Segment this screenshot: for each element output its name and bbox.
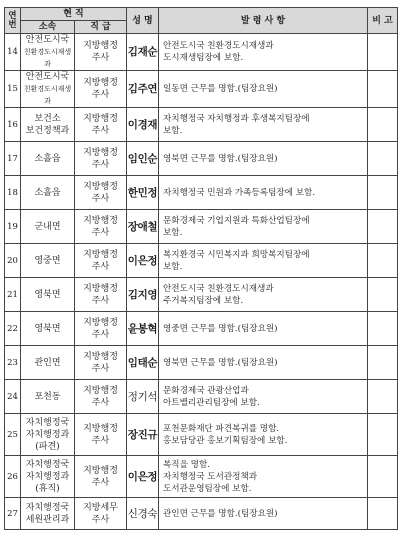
appointment-note-line: 자치행정국 자치행정과 후생복지팀장에	[163, 113, 310, 124]
department-line: 자치행정과	[25, 429, 70, 440]
table-row	[5, 346, 398, 380]
rank-line: 주사	[91, 295, 110, 306]
appointment-note-line: 주거복지팀장에 보함.	[163, 295, 244, 306]
department-line: 자치행정국	[25, 459, 70, 470]
department-line: 영중면	[34, 255, 61, 266]
table-row	[5, 380, 398, 414]
row-remarks	[368, 142, 398, 176]
table-row	[5, 244, 398, 278]
row-department	[21, 210, 75, 244]
row-department	[21, 108, 75, 142]
appointment-note-line: 안전도시국 친환경도시재생과	[163, 41, 274, 51]
row-appointment-notes	[159, 278, 368, 312]
rank-line: 지방행정	[83, 181, 118, 192]
department-line: 보건정책과	[25, 125, 70, 136]
row-department	[21, 380, 75, 414]
rank-line: 지방행정	[83, 423, 118, 434]
rank-line: 주사	[91, 53, 110, 63]
table-row	[5, 414, 398, 456]
department-line: 소흘읍	[34, 187, 61, 198]
row-remarks	[368, 210, 398, 244]
appointment-note-line: 보함.	[163, 261, 183, 272]
row-number: 19	[5, 210, 21, 244]
row-remarks	[368, 71, 398, 108]
row-rank	[75, 244, 127, 278]
row-number: 23	[5, 346, 21, 380]
row-name: 임태순	[127, 346, 159, 380]
col-dept-header: 소속	[21, 21, 75, 34]
table-row	[5, 312, 398, 346]
department-line: (휴직)	[35, 483, 60, 494]
row-rank	[75, 176, 127, 210]
department-line: 자치행정과	[25, 471, 70, 482]
department-line: 친환경도시재생과	[23, 48, 72, 68]
row-name: 윤봉혁	[127, 312, 159, 346]
col-name-header: 성 명	[127, 8, 159, 34]
row-rank	[75, 380, 127, 414]
rank-line: 지방행정	[83, 465, 118, 476]
col-no-header	[5, 8, 21, 34]
appointment-note-line: 도서관운영팀장에 보함.	[163, 483, 252, 494]
row-number: 18	[5, 176, 21, 210]
appointment-note-line: 자치행정국 도서관정책과	[163, 471, 258, 482]
row-number: 20	[5, 244, 21, 278]
appointment-note-line: 영중면 근무를 명함.(팀장요원)	[163, 323, 278, 334]
row-appointment-notes	[159, 312, 368, 346]
row-appointment-notes	[159, 176, 368, 210]
row-appointment-notes	[159, 414, 368, 456]
row-department	[21, 244, 75, 278]
department-line: 영북면	[34, 289, 61, 300]
row-department	[21, 71, 75, 108]
row-number: 16	[5, 108, 21, 142]
row-remarks	[368, 456, 398, 498]
rank-line: 주사	[91, 193, 110, 204]
appointment-note-line: 홍보담당관 홍보기획팀장에 보함.	[163, 435, 288, 446]
row-remarks	[368, 108, 398, 142]
rank-line: 주사	[91, 227, 110, 238]
department-line: 친환경도시재생과	[23, 85, 72, 105]
row-number: 15	[5, 71, 21, 108]
table-row	[5, 176, 398, 210]
table-row	[5, 210, 398, 244]
row-rank	[75, 34, 127, 71]
appointment-note-line: 문화경제국 관광산업과	[163, 385, 249, 396]
rank-line: 지방행정	[83, 317, 118, 328]
rank-line: 주사	[91, 329, 110, 340]
row-rank	[75, 108, 127, 142]
appointment-note-line: 안전도시국 친환경도시재생과	[163, 283, 274, 294]
rank-line: 지방행정	[83, 147, 118, 158]
row-appointment-notes	[159, 456, 368, 498]
department-line: 영북면	[34, 323, 61, 334]
rank-line: 지방행정	[83, 215, 118, 226]
row-name: 이은정	[127, 456, 159, 498]
row-remarks	[368, 414, 398, 456]
row-rank	[75, 346, 127, 380]
row-remarks	[368, 346, 398, 380]
table-row	[5, 34, 398, 71]
row-department	[21, 346, 75, 380]
rank-line: 주사	[91, 477, 110, 488]
row-remarks	[368, 244, 398, 278]
row-rank	[75, 312, 127, 346]
row-name: 김주연	[127, 71, 159, 108]
row-appointment-notes	[159, 498, 368, 530]
table-row	[5, 498, 398, 530]
rank-line: 주사	[91, 514, 110, 525]
row-number: 26	[5, 456, 21, 498]
appointment-note-line: 복지환경국 시민복지과 희망복지팀장에	[163, 249, 310, 260]
department-line: 소흘읍	[34, 153, 61, 164]
row-name: 이경재	[127, 108, 159, 142]
row-department	[21, 456, 75, 498]
rank-line: 주사	[91, 90, 110, 100]
row-number: 14	[5, 34, 21, 71]
rank-line: 지방행정	[83, 41, 118, 51]
appointment-note-line: 일동면 근무를 명함.(팀장요원)	[163, 84, 278, 94]
rank-line: 주사	[91, 261, 110, 272]
row-department	[21, 176, 75, 210]
row-number: 22	[5, 312, 21, 346]
table-row	[5, 456, 398, 498]
row-name: 이은정	[127, 244, 159, 278]
rank-line: 주사	[91, 435, 110, 446]
appointment-note-line: 자치행정국 민원과 가족등록팀장에 보함.	[163, 187, 316, 198]
row-remarks	[368, 34, 398, 71]
row-appointment-notes	[159, 244, 368, 278]
department-line: 포천동	[34, 391, 61, 402]
appointment-note-line: 포천문화재단 파견복귀를 명함.	[163, 423, 280, 434]
department-line: 자치행정국	[25, 417, 70, 428]
department-line: (파견)	[35, 441, 60, 452]
row-department	[21, 142, 75, 176]
row-appointment-notes	[159, 346, 368, 380]
table-row	[5, 108, 398, 142]
row-department	[21, 414, 75, 456]
row-remarks	[368, 498, 398, 530]
row-name: 장애철	[127, 210, 159, 244]
department-line: 보건소	[34, 113, 61, 124]
rank-line: 주사	[91, 159, 110, 170]
row-remarks	[368, 312, 398, 346]
row-department	[21, 498, 75, 530]
rank-line: 지방행정	[83, 113, 118, 124]
row-rank	[75, 498, 127, 530]
department-line: 세원관리과	[25, 514, 70, 525]
appointment-table-sheet	[4, 7, 398, 530]
row-name: 김지영	[127, 278, 159, 312]
row-remarks	[368, 176, 398, 210]
department-line: 자치행정국	[25, 502, 70, 513]
row-number: 17	[5, 142, 21, 176]
row-name: 정기석	[127, 380, 159, 414]
rank-line: 주사	[91, 397, 110, 408]
row-remarks	[368, 278, 398, 312]
row-name: 장진규	[127, 414, 159, 456]
appointment-note-line: 도시재생팀장에 보함.	[163, 53, 244, 63]
row-name: 김재순	[127, 34, 159, 71]
appointment-note-line: 관인면 근무를 명함.(팀장요원)	[163, 508, 278, 519]
appointment-note-line: 영북면 근무를 명함.(팀장요원)	[163, 357, 278, 368]
appointment-note-line: 아트밸리관리팀장에 보함.	[163, 397, 260, 408]
rank-line: 지방행정	[83, 283, 118, 294]
row-rank	[75, 456, 127, 498]
row-rank	[75, 278, 127, 312]
row-rank	[75, 71, 127, 108]
appointment-table	[4, 7, 398, 530]
row-remarks	[368, 380, 398, 414]
row-number: 25	[5, 414, 21, 456]
appointment-note-line: 보함.	[163, 227, 183, 238]
row-rank	[75, 142, 127, 176]
rank-line: 지방세무	[83, 502, 118, 513]
rank-line: 주사	[91, 125, 110, 136]
table-row	[5, 71, 398, 108]
row-appointment-notes	[159, 34, 368, 71]
row-rank	[75, 210, 127, 244]
table-row	[5, 142, 398, 176]
row-name: 한민정	[127, 176, 159, 210]
appointment-note-line: 복직을 명함.	[163, 459, 210, 470]
department-line: 안전도시국	[25, 72, 70, 82]
rank-line: 지방행정	[83, 385, 118, 396]
col-no-header-text: 연번	[8, 10, 17, 30]
table-row	[5, 278, 398, 312]
rank-line: 지방행정	[83, 249, 118, 260]
row-appointment-notes	[159, 71, 368, 108]
col-notes-header: 발 령 사 항	[159, 8, 368, 34]
rank-line: 지방행정	[83, 351, 118, 362]
row-appointment-notes	[159, 108, 368, 142]
department-line: 안전도시국	[25, 35, 70, 45]
row-name: 신경숙	[127, 498, 159, 530]
appointment-note-line: 문화경제국 기업지원과 특화산업팀장에	[163, 215, 310, 226]
department-line: 관인면	[34, 357, 61, 368]
row-number: 27	[5, 498, 21, 530]
department-line: 군내면	[34, 221, 61, 232]
rank-line: 주사	[91, 363, 110, 374]
row-name: 임인순	[127, 142, 159, 176]
row-appointment-notes	[159, 210, 368, 244]
row-appointment-notes	[159, 380, 368, 414]
appointment-note-line: 영북면 근무를 명함.(팀장요원)	[163, 153, 278, 164]
col-rank-header: 직 급	[75, 21, 127, 34]
row-number: 24	[5, 380, 21, 414]
row-appointment-notes	[159, 142, 368, 176]
row-rank	[75, 414, 127, 456]
col-remarks-header: 비 고	[368, 8, 398, 34]
row-department	[21, 278, 75, 312]
appointment-note-line: 보함.	[163, 125, 183, 136]
rank-line: 지방행정	[83, 78, 118, 88]
row-department	[21, 34, 75, 71]
col-current-header: 현 직	[21, 8, 127, 21]
row-department	[21, 312, 75, 346]
row-number: 21	[5, 278, 21, 312]
